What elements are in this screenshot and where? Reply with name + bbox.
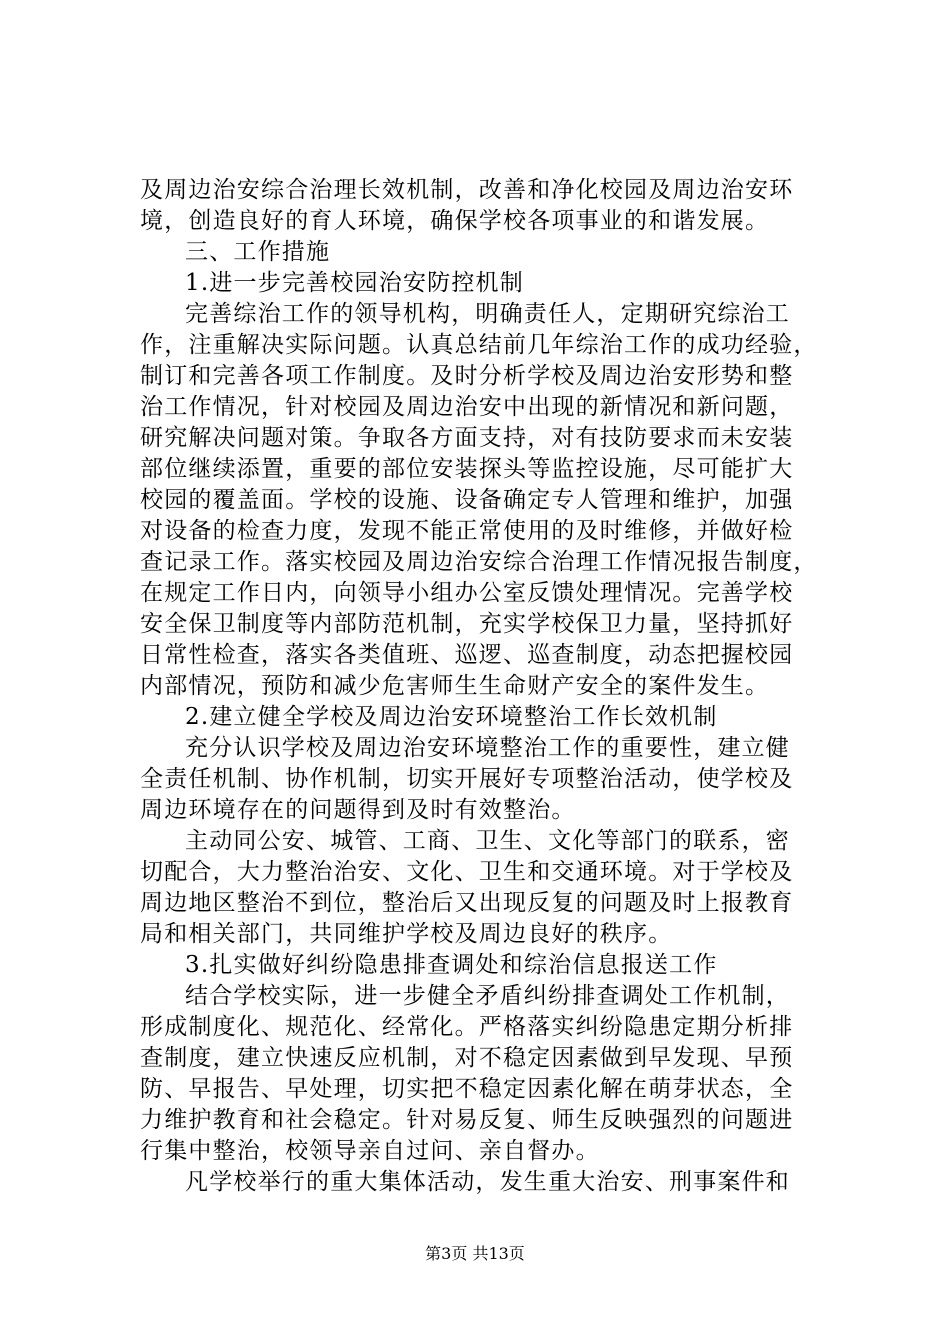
text-line: 作，注重解决实际问题。认真总结前几年综治工作的成功经验，	[140, 332, 818, 358]
text-line: 凡学校举行的重大集体活动，发生重大治安、刑事案件和	[185, 1169, 790, 1195]
text-line: 在规定工作日内，向领导小组办公室反馈处理情况。完善学校	[140, 580, 794, 606]
text-line: 三、工作措施	[185, 239, 331, 265]
document-body	[140, 175, 836, 1198]
text-line: 1.进一步完善校园治安防控机制	[185, 270, 524, 296]
text-line: 2.建立健全学校及周边治安环境整治工作长效机制	[185, 704, 718, 730]
text-line: 日常性检查，落实各类值班、巡逻、巡查制度，动态把握校园	[140, 642, 794, 668]
page-number: 第3页 共13页	[425, 1244, 525, 1263]
text-line: 全责任机制、协作机制，切实开展好专项整治活动，使学校及	[140, 766, 794, 792]
text-line: 结合学校实际，进一步健全矛盾纠纷排查调处工作机制，	[185, 983, 790, 1009]
text-line: 研究解决问题对策。争取各方面支持，对有技防要求而未安装	[140, 425, 794, 451]
text-line: 部位继续添置，重要的部位安装探头等监控设施，尽可能扩大	[140, 456, 794, 482]
text-line: 防、早报告、早处理，切实把不稳定因素化解在萌芽状态，全	[140, 1076, 794, 1102]
text-line: 形成制度化、规范化、经常化。严格落实纠纷隐患定期分析排	[140, 1014, 794, 1040]
text-line: 充分认识学校及周边治安环境整治工作的重要性，建立健	[185, 735, 790, 761]
text-line: 力维护教育和社会稳定。针对易反复、师生反映强烈的问题进	[140, 1107, 794, 1133]
text-line: 查记录工作。落实校园及周边治安综合治理工作情况报告制度，	[140, 549, 818, 575]
text-line: 周边环境存在的问题得到及时有效整治。	[140, 797, 576, 823]
text-line: 境，创造良好的育人环境，确保学校各项事业的和谐发展。	[140, 208, 770, 234]
text-line: 安全保卫制度等内部防范机制，充实学校保卫力量，坚持抓好	[140, 611, 794, 637]
text-line: 治工作情况，针对校园及周边治安中出现的新情况和新问题，	[140, 394, 794, 420]
text-line: 周边地区整治不到位，整治后又出现反复的问题及时上报教育	[140, 890, 794, 916]
text-line: 局和相关部门，共同维护学校及周边良好的秩序。	[140, 921, 673, 947]
text-line: 及周边治安综合治理长效机制，改善和净化校园及周边治安环	[140, 177, 794, 203]
text-line: 制订和完善各项工作制度。及时分析学校及周边治安形势和整	[140, 363, 794, 389]
text-line: 查制度，建立快速反应机制，对不稳定因素做到早发现、早预	[140, 1045, 794, 1071]
text-line: 主动同公安、城管、工商、卫生、文化等部门的联系，密	[185, 828, 790, 854]
text-line: 行集中整治，校领导亲自过问、亲自督办。	[140, 1138, 600, 1164]
text-line: 完善综治工作的领导机构，明确责任人，定期研究综治工	[185, 301, 790, 327]
page-footer	[0, 1244, 950, 1264]
text-line: 切配合，大力整治治安、文化、卫生和交通环境。对于学校及	[140, 859, 794, 885]
text-line: 校园的覆盖面。学校的设施、设备确定专人管理和维护，加强	[140, 487, 794, 513]
text-line: 内部情况，预防和减少危害师生生命财产安全的案件发生。	[140, 673, 770, 699]
text-line: 3.扎实做好纠纷隐患排查调处和综治信息报送工作	[185, 952, 718, 978]
text-line: 对设备的检查力度，发现不能正常使用的及时维修，并做好检	[140, 518, 794, 544]
